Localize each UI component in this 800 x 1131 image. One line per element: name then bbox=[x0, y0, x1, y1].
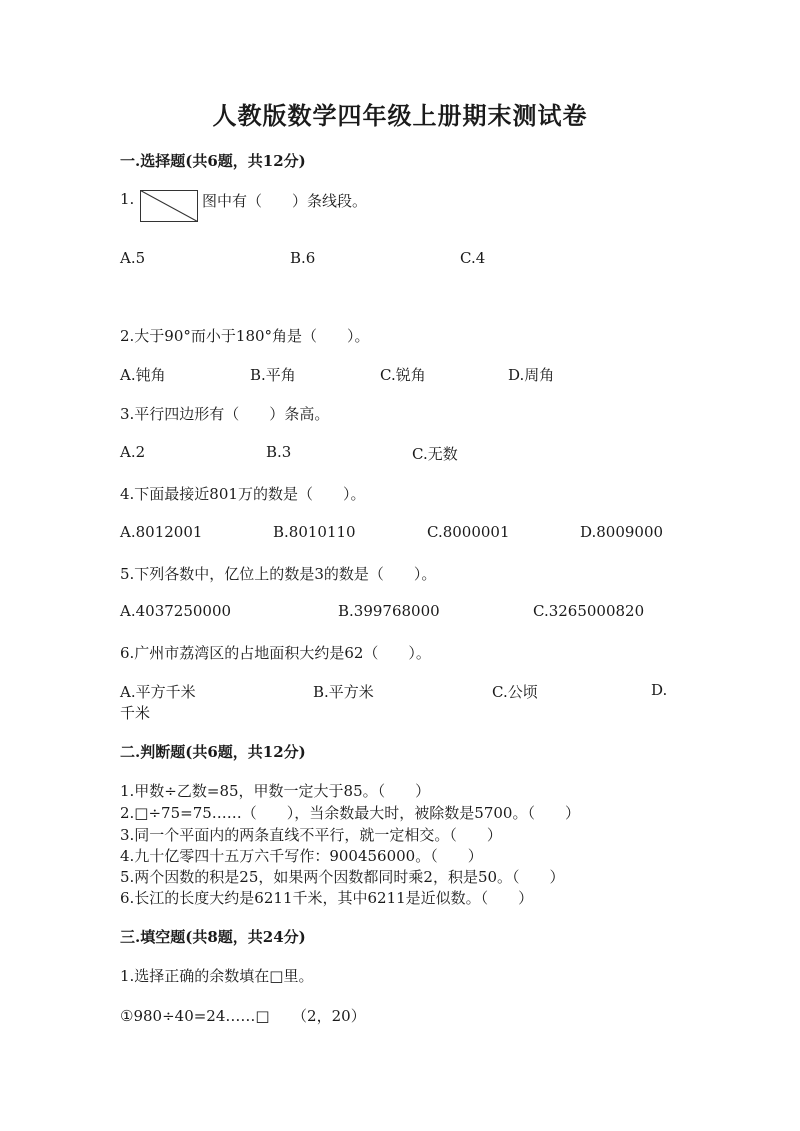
judge-item: 4.九十亿零四十五万六千写作：900456000。（ ） bbox=[120, 847, 483, 865]
judge-item: 6.长江的长度大约是6211千米，其中6211是近似数。（ ） bbox=[120, 889, 534, 907]
question-text: 图中有（ ）条线段。 bbox=[202, 192, 368, 210]
option: B.平方米 bbox=[313, 683, 374, 701]
option: C.4 bbox=[460, 249, 486, 267]
option: C.锐角 bbox=[380, 366, 426, 384]
judge-item: 2.□÷75=75……（ ），当余数最大时，被除数是5700。（ ） bbox=[120, 804, 580, 822]
option: C.公顷 bbox=[492, 683, 538, 701]
judge-item: 3.同一个平面内的两条直线不平行，就一定相交。（ ） bbox=[120, 826, 502, 844]
rectangle-diagonal-icon bbox=[140, 190, 198, 222]
option: B.399768000 bbox=[338, 602, 440, 620]
option: C.无数 bbox=[412, 445, 458, 463]
option: A.4037250000 bbox=[120, 602, 232, 620]
option: A.8012001 bbox=[120, 523, 203, 541]
question-number: 1. bbox=[120, 190, 135, 208]
option: C.3265000820 bbox=[533, 602, 645, 620]
option: B.8010110 bbox=[273, 523, 356, 541]
option: D. bbox=[651, 681, 668, 699]
option: B.3 bbox=[266, 443, 292, 461]
judge-item: 1.甲数÷乙数=85，甲数一定大于85。（ ） bbox=[120, 782, 431, 800]
option: A.2 bbox=[120, 443, 146, 461]
question-text: 4.下面最接近801万的数是（ ）。 bbox=[120, 485, 366, 503]
option-continuation: 千米 bbox=[120, 704, 151, 722]
option: B.平角 bbox=[250, 366, 296, 384]
option: A.平方千米 bbox=[120, 683, 196, 701]
option: A.5 bbox=[120, 249, 146, 267]
judge-item: 5.两个因数的积是25，如果两个因数都同时乘2，积是50。（ ） bbox=[120, 868, 565, 886]
option: C.8000001 bbox=[427, 523, 510, 541]
question-text: 6.广州市荔湾区的占地面积大约是62（ ）。 bbox=[120, 644, 431, 662]
page-title: 人教版数学四年级上册期末测试卷 bbox=[212, 101, 588, 130]
option: A.钝角 bbox=[120, 366, 166, 384]
option: D.周角 bbox=[508, 366, 555, 384]
question-text: 3.平行四边形有（ ）条高。 bbox=[120, 405, 330, 423]
question-text: 2.大于90°而小于180°角是（ ）。 bbox=[120, 327, 370, 345]
section-heading-choice: 一.选择题(共6题，共12分) bbox=[120, 152, 306, 170]
section-heading-fill: 三.填空题(共8题，共24分) bbox=[120, 928, 306, 946]
section-heading-judge: 二.判断题(共6题，共12分) bbox=[120, 743, 306, 761]
question-text: 1.选择正确的余数填在□里。 bbox=[120, 967, 314, 985]
sub-question: ①980÷40=24……□ （2，20） bbox=[120, 1007, 366, 1025]
option: D.8009000 bbox=[580, 523, 664, 541]
question-text: 5.下列各数中，亿位上的数是3的数是（ ）。 bbox=[120, 565, 437, 583]
option: B.6 bbox=[290, 249, 316, 267]
